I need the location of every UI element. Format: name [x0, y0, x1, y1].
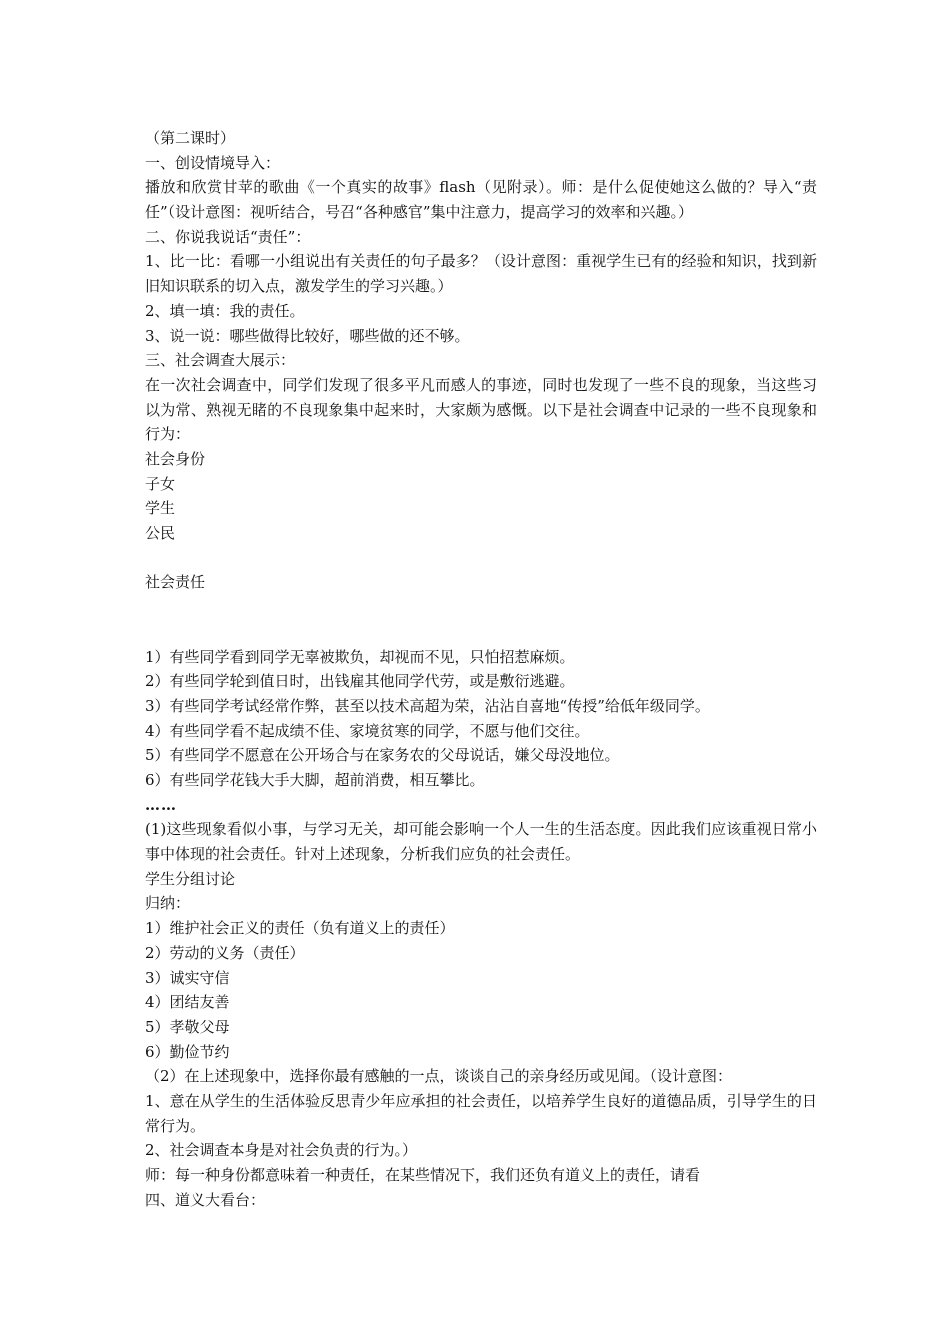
summary-item: 4）团结友善: [145, 993, 230, 1012]
phenomenon-item: 3）有些同学考试经常作弊，甚至以技术高超为荣，沾沾自喜地“传授”给低年级同学。: [145, 696, 710, 715]
design-intent-1: 1、意在从学生的生活体验反思青少年应承担的社会责任，以培养学生良好的道德品质，引导学生的日常行为。: [145, 1091, 817, 1135]
summary-item: 5）孝敬父母: [145, 1017, 230, 1036]
phenomenon-item: 5）有些同学不愿意在公开场合与在家务农的父母说话，嫌父母没地位。: [145, 746, 620, 765]
summary-item: 1）维护社会正义的责任（负有道义上的责任）: [145, 919, 455, 938]
teacher-line: 师：每一种身份都意味着一种责任，在某些情况下，我们还负有道义上的责任，请看: [145, 1166, 701, 1185]
design-intent-2: 2、社会调查本身是对社会负责的行为。）: [145, 1141, 418, 1160]
group-discussion: 学生分组讨论: [145, 869, 236, 888]
phenomenon-item: 6）有些同学花钱大手大脚，超前消费，相互攀比。: [145, 771, 485, 789]
ellipsis: ……: [145, 795, 177, 814]
document-body: [145, 126, 817, 1212]
section1-body: 播放和欣赏甘苹的歌曲《一个真实的故事》flash（见附录）。师：是什么促使她这么做的？导入“责任”（设计意图：视听结合，号召“各种感官”集中注意力，提高学习的效率和兴趣。）: [145, 178, 817, 222]
identity-child: 子女: [145, 474, 176, 493]
question-1: (1)这些现象看似小事，与学习无关，却可能会影响一个人一生的生活态度。因此我们应该重视日常小事中体现的社会责任。针对上述现象，分析我们应负的社会责任。: [145, 820, 817, 864]
section2-heading: 二、你说我说话“责任”：: [145, 227, 311, 246]
session-label: （第二课时）: [145, 129, 236, 147]
section3-heading: 三、社会调查大展示：: [145, 351, 296, 370]
summary-item: 3）诚实守信: [145, 968, 230, 987]
section1-heading: 一、创设情境导入：: [145, 153, 281, 172]
table-header-identity: 社会身份: [145, 450, 206, 469]
section4-heading: 四、道义大看台：: [145, 1190, 266, 1209]
identity-student: 学生: [145, 499, 176, 518]
summary-label: 归纳：: [145, 894, 191, 913]
section3-intro: 在一次社会调查中，同学们发现了很多平凡而感人的事迹，同时也发现了一些不良的现象，当这些习以为常、熟视无睹的不良现象集中起来时，大家颇为感慨。以下是社会调查中记录的一些不良现象和行为：: [145, 375, 817, 444]
section2-item1: 1、比一比：看哪一小组说出有关责任的句子最多？（设计意图：重视学生已有的经验和知识，找到新旧知识联系的切入点，激发学生的学习兴趣。）: [145, 252, 817, 296]
spacer: [145, 595, 817, 644]
section2-item2: 2、填一填：我的责任。: [145, 301, 305, 320]
phenomenon-item: 4）有些同学看不起成绩不佳、家境贫寒的同学，不愿与他们交往。: [145, 721, 590, 740]
spacer: [145, 546, 817, 571]
summary-item: 2）劳动的义务（责任）: [145, 943, 305, 962]
phenomenon-item: 2）有些同学轮到值日时，出钱雇其他同学代劳，或是敷衍逃避。: [145, 672, 575, 691]
phenomenon-item: 1）有些同学看到同学无辜被欺负，却视而不见，只怕招惹麻烦。: [145, 647, 575, 666]
identity-citizen: 公民: [145, 524, 176, 543]
summary-item: 6）勤俭节约: [145, 1042, 230, 1061]
section2-item3: 3、说一说：哪些做得比较好，哪些做的还不够。: [145, 326, 470, 345]
question-2: （2）在上述现象中，选择你最有感触的一点，谈谈自己的亲身经历或见闻。（设计意图：: [145, 1067, 733, 1086]
table-header-responsibility: 社会责任: [145, 573, 206, 592]
